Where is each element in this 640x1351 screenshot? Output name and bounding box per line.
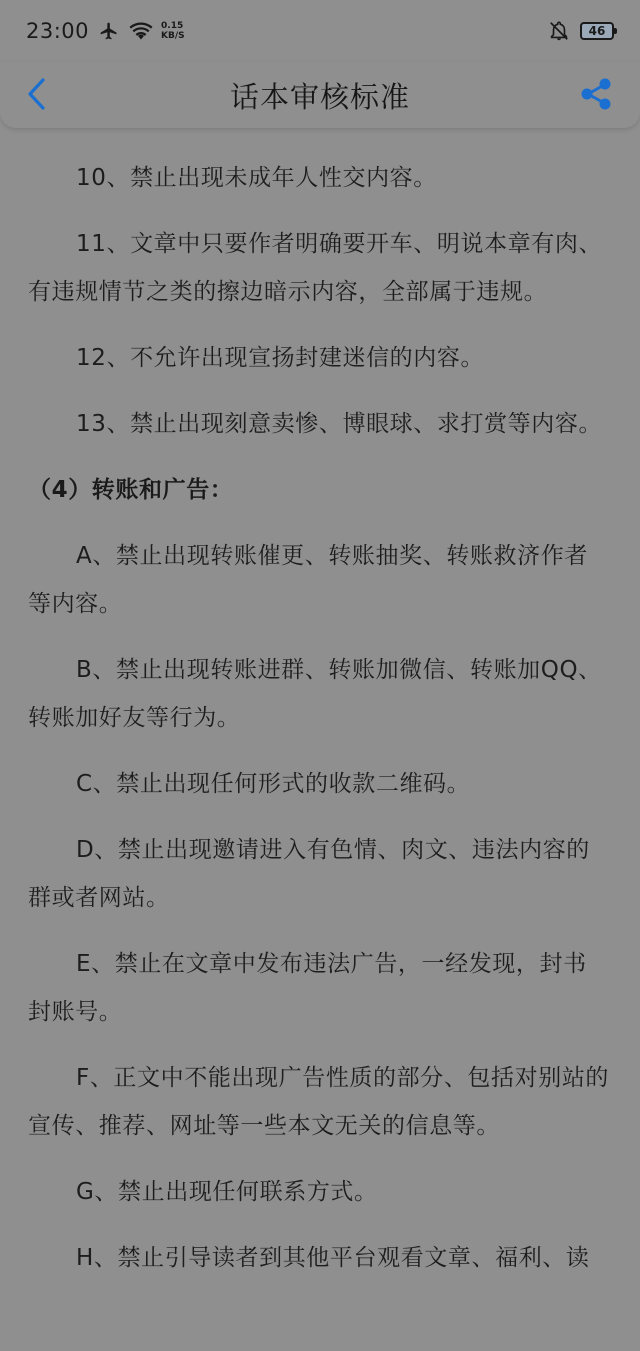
- net-speed-value: 0.15: [161, 21, 184, 31]
- paragraph: 11、文章中只要作者明确要开车、明说本章有肉、有违规情节之类的擦边暗示内容，全部属于违规。: [28, 231, 603, 305]
- net-speed-unit: KB/S: [161, 31, 185, 41]
- status-right: [538, 20, 614, 42]
- back-button[interactable]: [20, 76, 52, 116]
- battery-level: 46: [588, 24, 606, 38]
- paragraph: A、禁止出现转账催更、转账抽奖、转账救济作者等内容。: [28, 543, 588, 617]
- paragraph: 12、不允许出现宣扬封建迷信的内容。: [76, 345, 485, 371]
- page-title: 话本审核标准: [229, 79, 410, 114]
- chevron-left-icon: [25, 77, 47, 115]
- status-time: 23:00: [26, 19, 90, 43]
- paragraph: D、禁止出现邀请进入有色情、肉文、违法内容的群或者网站。: [28, 837, 590, 911]
- paragraph: E、禁止在文章中发布违法广告，一经发现，封书封账号。: [28, 951, 587, 1025]
- paragraph: C、禁止出现任何形式的收款二维码。: [76, 771, 471, 797]
- battery-icon: [580, 22, 614, 40]
- share-icon: [579, 77, 613, 115]
- paragraph: 13、禁止出现刻意卖惨、博眼球、求打赏等内容。: [76, 411, 603, 437]
- status-bar: [0, 0, 640, 62]
- bell-off-icon: [548, 20, 570, 42]
- paragraph: B、禁止出现转账进群、转账加微信、转账加QQ、转账加好友等行为。: [28, 657, 602, 731]
- paragraph: 10、禁止出现未成年人性交内容。: [76, 165, 437, 191]
- article-content[interactable]: [0, 128, 640, 1351]
- paragraph: H、禁止引导读者到其他平台观看文章、福利、读: [76, 1245, 590, 1271]
- section-heading: （4）转账和广告：: [28, 477, 234, 503]
- paragraph: G、禁止出现任何联系方式。: [76, 1179, 378, 1205]
- paragraph: F、正文中不能出现广告性质的部分、包括对别站的宣传、推荐、网址等一些本文无关的信息等。: [28, 1065, 610, 1139]
- share-button[interactable]: [576, 76, 616, 116]
- wifi-icon: [129, 21, 153, 41]
- app-header: [0, 62, 640, 128]
- airplane-icon: [99, 21, 119, 41]
- net-speed: [161, 21, 185, 41]
